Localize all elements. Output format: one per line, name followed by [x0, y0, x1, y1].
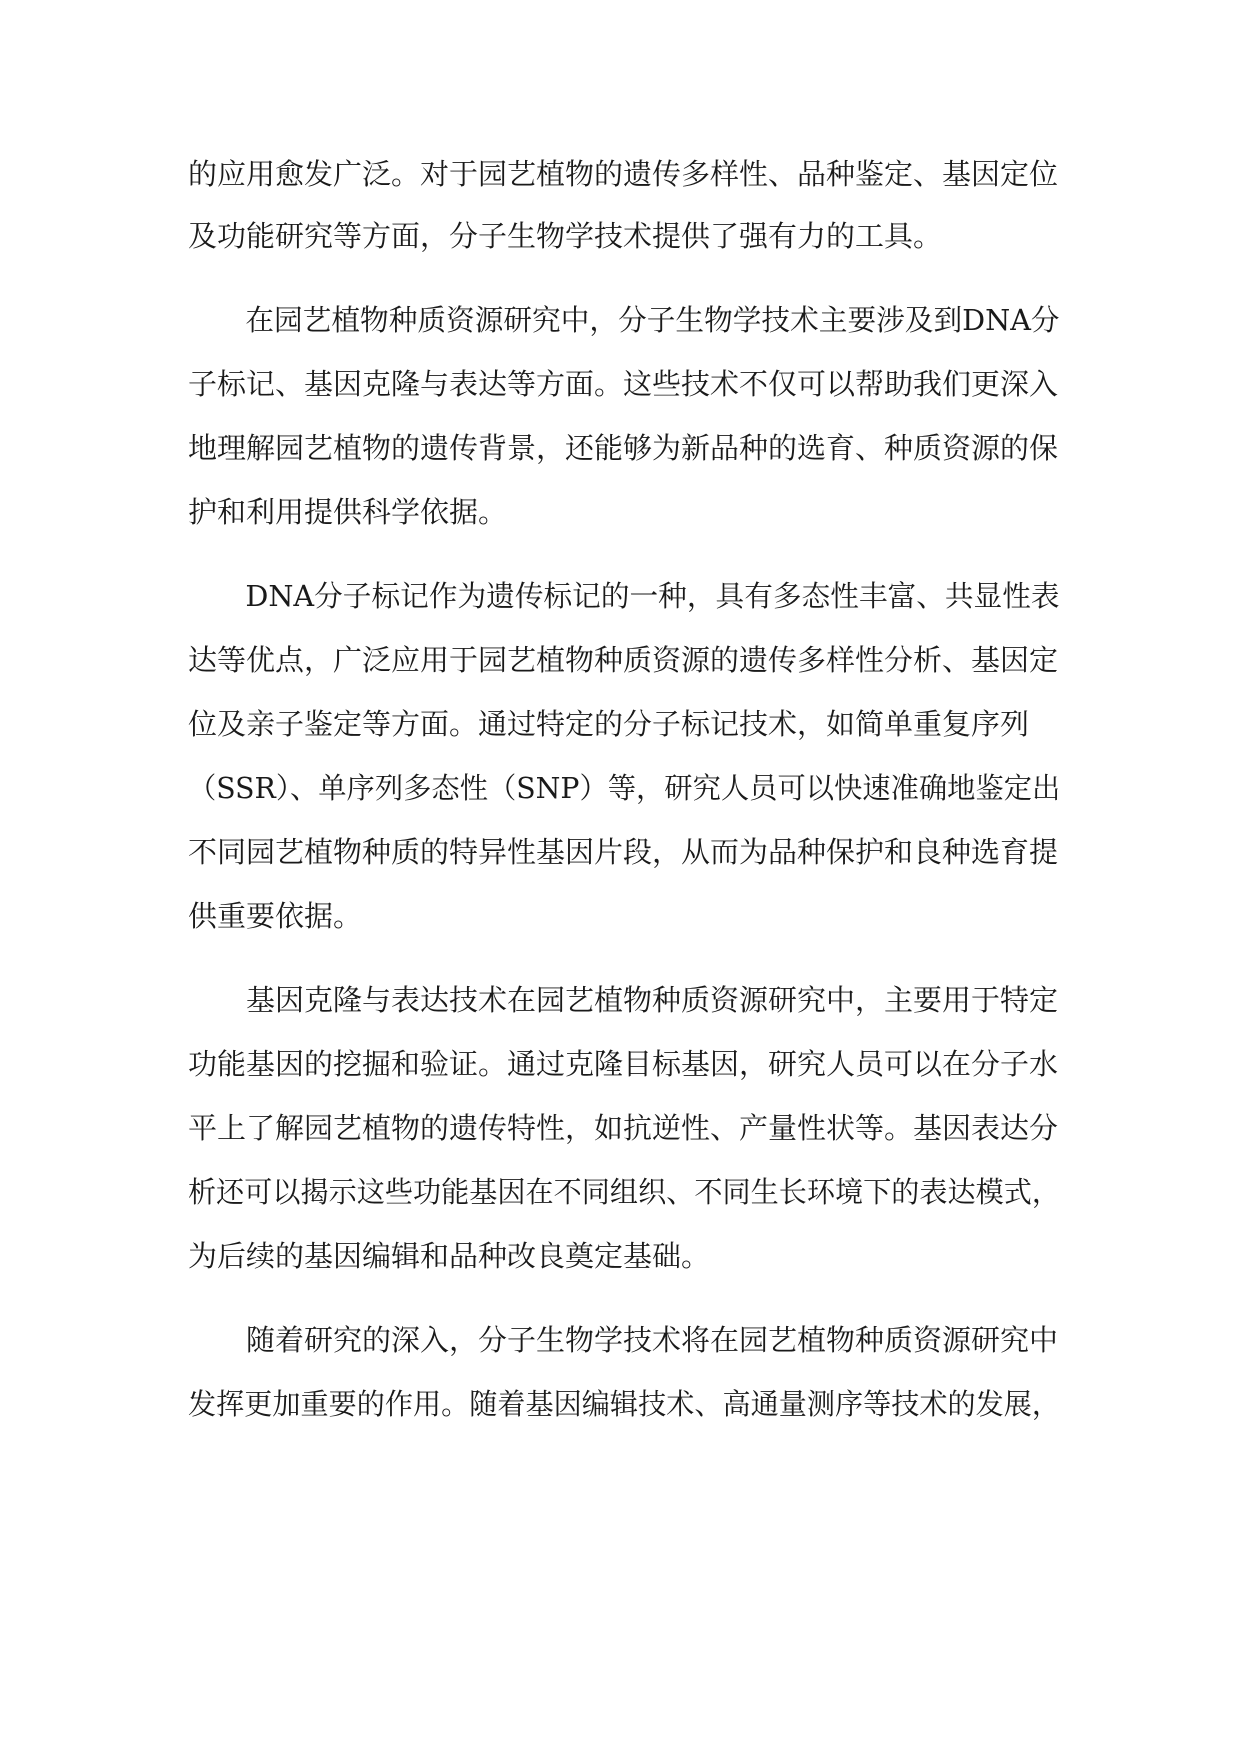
text-line: 护和利用提供科学依据。 — [188, 495, 508, 529]
text-line: 为后续的基因编辑和品种改良奠定基础。 — [188, 1239, 711, 1273]
text-line: 析还可以揭示这些功能基因在不同组织、不同生长环境下的表达模式， — [188, 1175, 1061, 1209]
text-line: 达等优点，广泛应用于园艺植物种质资源的遗传多样性分析、基因定 — [188, 643, 1059, 677]
text-line: 供重要依据。 — [188, 899, 363, 933]
text-line: 地理解园艺植物的遗传背景，还能够为新品种的选育、种质资源的保 — [188, 431, 1059, 465]
text-line: 平上了解园艺植物的遗传特性，如抗逆性、产量性状等。基因表达分 — [188, 1111, 1059, 1145]
text-line: 的应用愈发广泛。对于园艺植物的遗传多样性、品种鉴定、基因定位 — [188, 157, 1059, 191]
text-line: 在园艺植物种质资源研究中，分子生物学技术主要涉及到DNA分 — [188, 303, 1060, 337]
text-line: 随着研究的深入，分子生物学技术将在园艺植物种质资源研究中 — [188, 1323, 1059, 1357]
text-line: 功能基因的挖掘和验证。通过克隆目标基因，研究人员可以在分子水 — [188, 1047, 1059, 1081]
text-line: 发挥更加重要的作用。随着基因编辑技术、高通量测序等技术的发展， — [188, 1387, 1061, 1421]
text-line: 位及亲子鉴定等方面。通过特定的分子标记技术，如简单重复序列 — [188, 707, 1030, 741]
text-line: 基因克隆与表达技术在园艺植物种质资源研究中，主要用于特定 — [188, 983, 1059, 1017]
text-line: DNA分子标记作为遗传标记的一种，具有多态性丰富、共显性表 — [188, 579, 1060, 613]
text-line: 不同园艺植物种质的特异性基因片段，从而为品种保护和良种选育提 — [188, 835, 1059, 869]
text-line: （SSR）、单序列多态性（SNP）等，研究人员可以快速准确地鉴定出 — [188, 771, 1061, 805]
text-line: 子标记、基因克隆与表达等方面。这些技术不仅可以帮助我们更深入 — [188, 367, 1059, 401]
text-line: 及功能研究等方面，分子生物学技术提供了强有力的工具。 — [188, 219, 943, 253]
